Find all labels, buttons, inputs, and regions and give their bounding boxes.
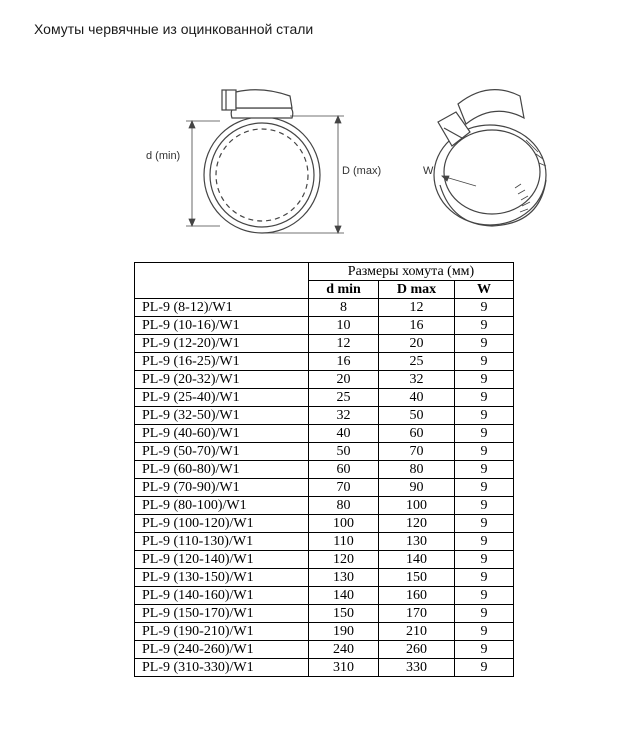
perspective-housing (458, 90, 524, 124)
dmax-cell: 80 (379, 461, 455, 479)
model-cell: PL-9 (16-25)/W1 (135, 353, 309, 371)
model-cell: PL-9 (20-32)/W1 (135, 371, 309, 389)
model-cell: PL-9 (40-60)/W1 (135, 425, 309, 443)
dmin-cell: 50 (309, 443, 379, 461)
clamp-housing (231, 108, 293, 118)
model-cell: PL-9 (190-210)/W1 (135, 623, 309, 641)
table-row (135, 389, 514, 407)
dmin-cell: 12 (309, 335, 379, 353)
model-cell: PL-9 (70-90)/W1 (135, 479, 309, 497)
clamp-perspective-view (434, 90, 546, 226)
w-cell: 9 (455, 605, 514, 623)
table-row (135, 353, 514, 371)
model-cell: PL-9 (140-160)/W1 (135, 587, 309, 605)
dmin-cell: 8 (309, 299, 379, 317)
w-cell: 9 (455, 515, 514, 533)
inner-ring (210, 123, 314, 227)
table-row (135, 407, 514, 425)
w-cell: 9 (455, 407, 514, 425)
dmin-cell: 110 (309, 533, 379, 551)
model-cell: PL-9 (240-260)/W1 (135, 641, 309, 659)
table-row (135, 641, 514, 659)
table-row (135, 533, 514, 551)
model-cell: PL-9 (130-150)/W1 (135, 569, 309, 587)
clamp-front-view (204, 90, 320, 233)
column-header-w: W (455, 281, 514, 299)
dmin-cell: 100 (309, 515, 379, 533)
dmin-cell: 25 (309, 389, 379, 407)
dmax-cell: 100 (379, 497, 455, 515)
dmax-cell: 25 (379, 353, 455, 371)
dimensions-group-header: Размеры хомута (мм) (309, 263, 514, 281)
dashed-min-ring (216, 129, 308, 221)
dmax-cell: 170 (379, 605, 455, 623)
dmax-cell: 70 (379, 443, 455, 461)
table-row (135, 497, 514, 515)
dmax-cell: 60 (379, 425, 455, 443)
dmax-cell: 330 (379, 659, 455, 677)
w-cell: 9 (455, 551, 514, 569)
arrow-icon (189, 121, 195, 128)
dmin-cell: 190 (309, 623, 379, 641)
table-row (135, 605, 514, 623)
table-group-header-row (135, 263, 514, 281)
w-dimension (442, 176, 476, 186)
table-row (135, 335, 514, 353)
w-cell: 9 (455, 497, 514, 515)
model-cell: PL-9 (60-80)/W1 (135, 461, 309, 479)
model-cell: PL-9 (80-100)/W1 (135, 497, 309, 515)
model-cell: PL-9 (310-330)/W1 (135, 659, 309, 677)
dmin-cell: 40 (309, 425, 379, 443)
table-row (135, 299, 514, 317)
screw-head (222, 90, 236, 110)
dmin-cell: 150 (309, 605, 379, 623)
table-row (135, 659, 514, 677)
w-cell: 9 (455, 641, 514, 659)
dmax-cell: 160 (379, 587, 455, 605)
table-row (135, 317, 514, 335)
clamp-spec-table (134, 262, 514, 677)
band-inner (444, 130, 540, 214)
housing-top (236, 90, 292, 108)
dmax-cell: 20 (379, 335, 455, 353)
dmax-cell: 12 (379, 299, 455, 317)
model-cell: PL-9 (12-20)/W1 (135, 335, 309, 353)
table-row (135, 587, 514, 605)
w-cell: 9 (455, 461, 514, 479)
w-cell: 9 (455, 587, 514, 605)
dmax-cell: 32 (379, 371, 455, 389)
w-cell: 9 (455, 479, 514, 497)
model-cell: PL-9 (100-120)/W1 (135, 515, 309, 533)
model-cell: PL-9 (50-70)/W1 (135, 443, 309, 461)
dmin-label: d (min) (146, 150, 181, 162)
w-cell: 9 (455, 335, 514, 353)
dmin-cell: 32 (309, 407, 379, 425)
dmax-cell: 90 (379, 479, 455, 497)
table-row (135, 479, 514, 497)
dmin-cell: 16 (309, 353, 379, 371)
model-cell: PL-9 (32-50)/W1 (135, 407, 309, 425)
model-cell: PL-9 (120-140)/W1 (135, 551, 309, 569)
dmin-cell: 20 (309, 371, 379, 389)
table-row (135, 569, 514, 587)
dmax-cell: 150 (379, 569, 455, 587)
hose-clamp-drawing (0, 0, 638, 255)
dmin-cell: 130 (309, 569, 379, 587)
w-cell: 9 (455, 569, 514, 587)
table-row (135, 443, 514, 461)
dmax-cell: 16 (379, 317, 455, 335)
arrow-icon (335, 116, 341, 123)
outer-ring (204, 117, 320, 233)
w-cell: 9 (455, 353, 514, 371)
dmax-cell: 120 (379, 515, 455, 533)
w-cell: 9 (455, 299, 514, 317)
page-title: Хомуты червячные из оцинкованной стали (34, 21, 314, 37)
dmax-cell: 260 (379, 641, 455, 659)
table-row (135, 515, 514, 533)
w-cell: 9 (455, 443, 514, 461)
table-row (135, 623, 514, 641)
w-cell: 9 (455, 425, 514, 443)
dmin-cell: 120 (309, 551, 379, 569)
dmax-cell: 130 (379, 533, 455, 551)
dmin-cell: 80 (309, 497, 379, 515)
model-cell: PL-9 (25-40)/W1 (135, 389, 309, 407)
w-cell: 9 (455, 623, 514, 641)
dmin-cell: 240 (309, 641, 379, 659)
w-cell: 9 (455, 389, 514, 407)
arrow-icon (442, 176, 449, 181)
model-cell: PL-9 (150-170)/W1 (135, 605, 309, 623)
dmin-cell: 60 (309, 461, 379, 479)
column-header-dmax: D max (379, 281, 455, 299)
w-label: W (423, 165, 434, 177)
dmax-cell: 40 (379, 389, 455, 407)
w-cell: 9 (455, 371, 514, 389)
dmax-cell: 210 (379, 623, 455, 641)
column-header-dmin: d min (309, 281, 379, 299)
model-cell: PL-9 (10-16)/W1 (135, 317, 309, 335)
model-cell: PL-9 (110-130)/W1 (135, 533, 309, 551)
w-cell: 9 (455, 533, 514, 551)
table-row (135, 425, 514, 443)
dmin-cell: 70 (309, 479, 379, 497)
dmin-cell: 310 (309, 659, 379, 677)
table-body (135, 299, 514, 677)
table-row (135, 551, 514, 569)
table-row (135, 461, 514, 479)
dmin-cell: 10 (309, 317, 379, 335)
table-row (135, 371, 514, 389)
dmax-cell: 140 (379, 551, 455, 569)
dmin-cell: 140 (309, 587, 379, 605)
w-cell: 9 (455, 317, 514, 335)
dmax-label: D (max) (342, 165, 382, 177)
arrow-icon (189, 219, 195, 226)
model-header-cell (135, 263, 309, 299)
arrow-icon (335, 226, 341, 233)
model-cell: PL-9 (8-12)/W1 (135, 299, 309, 317)
band-bottom-edge (440, 180, 546, 226)
w-cell: 9 (455, 659, 514, 677)
dmax-cell: 50 (379, 407, 455, 425)
